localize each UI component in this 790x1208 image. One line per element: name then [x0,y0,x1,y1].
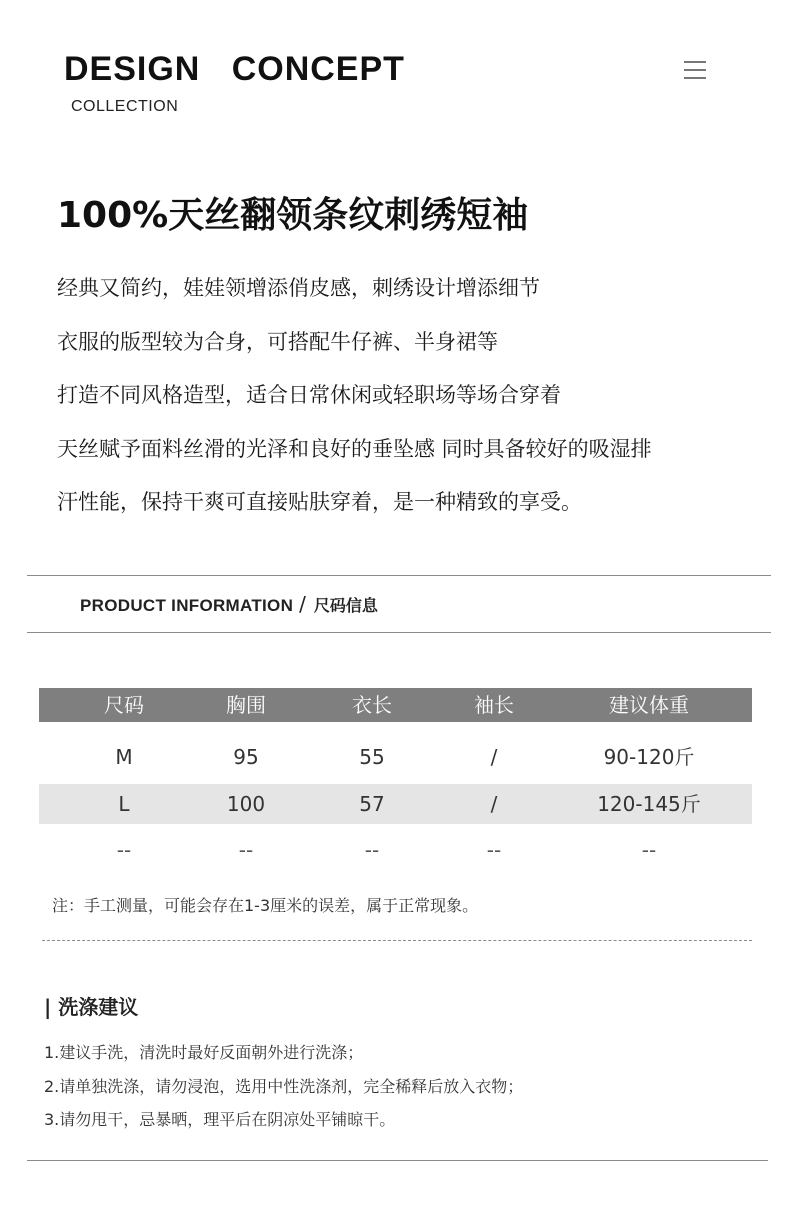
cell-weight: -- [641,838,657,862]
description-line: 汗性能，保持干爽可直接贴肤穿着，是一种精致的享受。 [57,490,582,514]
header-cell: 胸围 [226,693,266,717]
header-cell: 建议体重 [609,693,689,717]
wash-title: | 洗涤建议 [44,995,139,1019]
brand-subtitle: COLLECTION [71,98,179,115]
dashed-divider [42,940,752,941]
cell-sleeve: / [490,745,498,769]
description-line: 天丝赋予面料丝滑的光泽和良好的垂坠感 同时具备较好的吸湿排 [57,436,652,461]
cell-weight: 120-145斤 [597,792,701,816]
divider-bottom [27,632,771,633]
description-line: 打造不同风格造型，适合日常休闲或轻职场等场合穿着 [57,383,561,407]
wash-list [44,1036,523,1137]
table-row [39,828,752,872]
info-heading-en: PRODUCT INFORMATION [80,596,294,615]
product-description [57,262,757,530]
wash-item: 3.请勿甩干，忌暴晒，理平后在阴凉处平铺晾干。 [44,1110,396,1129]
menu-icon-bar [684,77,706,79]
product-title: 100%天丝翻领条纹刺绣短袖 [57,195,529,236]
header-cell: 袖长 [474,693,514,717]
measurement-note: 注：手工测量，可能会存在1-3厘米的误差，属于正常现象。 [52,896,479,915]
menu-icon-bar [684,61,706,63]
cell-chest: 100 [226,792,266,816]
size-table [39,688,752,868]
menu-icon[interactable] [684,61,706,79]
size-table-header [39,688,752,722]
cell-length: 55 [359,745,385,769]
wash-item: 1.建议手洗，清洗时最好反面朝外进行洗涤； [44,1043,364,1062]
cell-length: 57 [359,792,385,816]
info-heading-slash: / [299,592,306,616]
table-row [39,784,752,824]
cell-chest: -- [238,838,254,862]
header-cell: 衣长 [352,693,392,717]
cell-size: -- [116,838,132,862]
product-info-heading [80,592,378,616]
info-heading-cn: 尺码信息 [313,596,378,615]
cell-length: -- [364,838,380,862]
table-row [39,734,752,780]
cell-weight: 90-120斤 [603,745,695,769]
description-line: 经典又简约，娃娃领增添俏皮感，刺绣设计增添细节 [57,276,540,300]
description-line: 衣服的版型较为合身，可搭配牛仔裤、半身裙等 [57,329,498,354]
wash-item: 2.请单独洗涤，请勿浸泡，选用中性洗涤剂，完全稀释后放入衣物； [44,1076,524,1096]
cell-chest: 95 [233,745,259,769]
cell-size: L [118,792,130,816]
divider-top [27,575,771,576]
menu-icon-bar [684,69,706,71]
divider-footer [27,1160,768,1161]
brand-title: DESIGN CONCEPT [64,50,405,88]
cell-sleeve: -- [486,838,502,862]
cell-size: M [115,745,133,769]
cell-sleeve: / [490,792,498,816]
header-cell: 尺码 [104,693,144,717]
